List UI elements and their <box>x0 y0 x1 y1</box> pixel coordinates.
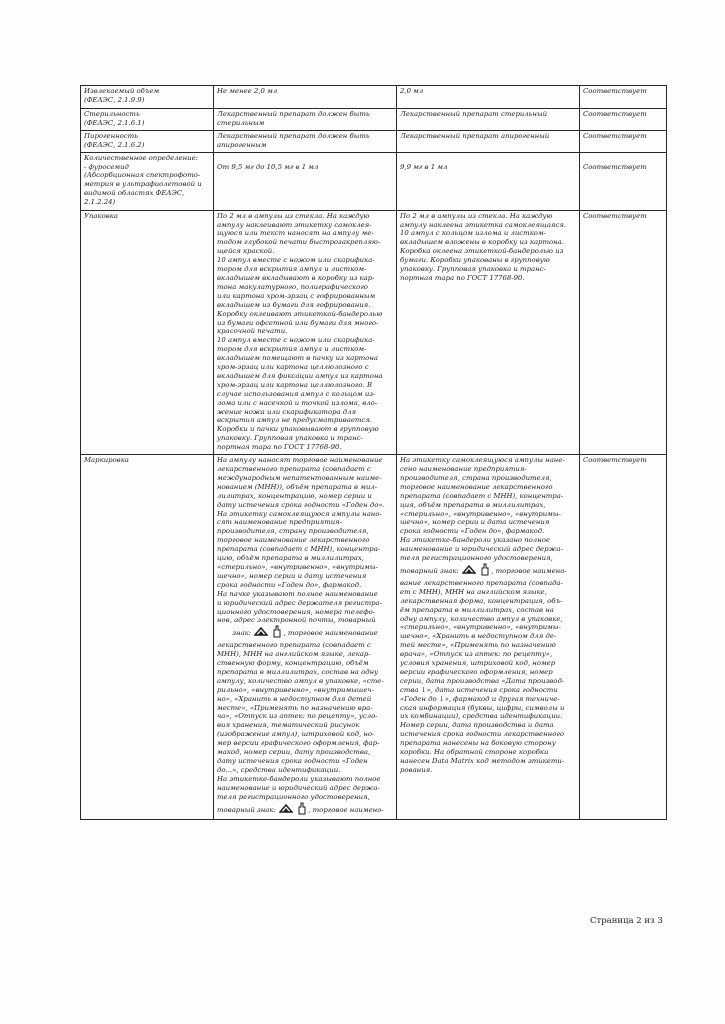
trademark-label: знак: <box>232 629 252 638</box>
trademark-tail: , торговое наимено- <box>491 566 567 575</box>
text-line: вкладышем вкладывают в коробку из кар- <box>217 273 375 282</box>
text-line: лилитрах, концентрацию, номер серии и <box>217 491 372 500</box>
page-number: Страница 2 из 3 <box>590 916 663 926</box>
text-line: тей месте», «Применять по назначению <box>400 641 556 650</box>
text-line: вкладышем помещают в пачку из картона <box>217 354 378 363</box>
result-text: Лекарственный препарат стерильный <box>400 110 548 118</box>
text-line: до...», средства идентификации. <box>217 765 341 774</box>
trademark-logo-icon <box>279 803 293 817</box>
text-line: 10 ампул с кольцом излома и листком- <box>400 229 546 238</box>
text-line: но», «Хранить в недоступном для детей <box>217 694 372 703</box>
text-line: упаковку. Групповая упаковка и транс- <box>400 265 546 274</box>
text-line: производителя, страну производителя, <box>217 527 369 536</box>
conclusion-cell <box>580 130 667 152</box>
text-line: лекарственная форма, концентрация, объ- <box>400 596 563 605</box>
text-line: ства ↓», дата истечения срока годности <box>400 685 558 694</box>
text-line: случае использования ампул с кольцом из- <box>217 389 376 398</box>
table-row <box>81 152 667 210</box>
parameter-name: Маркировка <box>84 456 129 465</box>
norm-cell <box>214 109 397 131</box>
trademark-hand-icon <box>480 563 490 579</box>
result-text: 9,9 мг в 1 мл <box>400 162 448 171</box>
parameter-reference: (ФЕАЭС, 2.1.6.1) <box>84 118 145 127</box>
text-line: тодом глубокой печати быстрозакрепляю- <box>217 238 381 247</box>
norm-cell <box>214 455 397 820</box>
norm-text: Не менее 2,0 мл <box>217 87 278 95</box>
text-line: хром-эрзац или картона целлюлозного. В <box>217 380 373 389</box>
text-line: лекарственного препарата (совпадает с <box>217 641 371 650</box>
text-line: тором для вскрытия ампул и листком- <box>217 265 367 274</box>
parameter-line: метрия в ультрафиолетовой и <box>84 180 202 189</box>
parameter-cell <box>81 152 214 210</box>
trademark-logo-icon <box>254 626 268 640</box>
text-line: На этикетку самоклеящуюся ампулы нане- <box>400 456 565 465</box>
text-line: На этикетке-бандероли указано полное <box>400 536 550 545</box>
parameter-name: Упаковка <box>84 211 119 220</box>
text-line: «Годен до ↓», фармакод и другая техниче- <box>400 694 560 703</box>
text-line: Номер серии, дата производства и дата <box>400 721 554 730</box>
text-line: «стерильно», «внутривенно», «внутримы- <box>400 623 561 632</box>
text-line: щейся краской. <box>217 247 275 256</box>
norm-cell <box>214 210 397 454</box>
table-row <box>81 86 667 109</box>
text-line: препарата (совпадает с МНН), концентра- <box>400 491 564 500</box>
table-row <box>81 455 667 820</box>
text-line: 10 ампул вместе с ножом или скарифика- <box>217 336 375 345</box>
text-line: ственную форму, концентрацию, объём <box>217 659 369 668</box>
text-line: торговое наименование лекарственного <box>217 536 370 545</box>
text-line: мер версии графического оформления, фар- <box>217 739 380 748</box>
result-cell <box>397 86 580 109</box>
text-line: На этикетке-бандероли указывают полное <box>217 774 381 783</box>
trademark-hand-icon <box>272 625 282 641</box>
table-row <box>81 210 667 454</box>
text-line: рильно», «внутривенно», «внутримышеч- <box>217 685 375 694</box>
text-line: или картона хром-эрзац с гофрированным <box>217 291 376 300</box>
conclusion-text: Соответствует <box>583 162 647 171</box>
parameter-cell <box>81 455 214 820</box>
text-line: версии графического оформления, номер <box>400 667 553 676</box>
parameter-line: 2.1.2.24) <box>84 198 116 207</box>
parameter-name: Извлекаемый объем <box>84 87 160 95</box>
text-line: «стерильно», «внутривенно», «внутримы- <box>400 509 561 518</box>
conclusion-text: Соответствует <box>583 211 647 220</box>
text-line: истечения срока годности лекарственного <box>400 730 564 739</box>
parameter-name: Количественное определение: <box>84 153 199 162</box>
norm-line: апирогенным <box>217 140 267 149</box>
text-line: МНН), МНН на английском языке, лекар- <box>217 650 371 659</box>
result-cell <box>397 130 580 152</box>
text-line: из бумаги офсетной или бумаги для много- <box>217 318 379 327</box>
norm-cell <box>214 86 397 109</box>
text-line: вкладышем вложены в коробку из картона. <box>400 238 564 247</box>
parameter-reference: (ФЕАЭС, 2.1.9.9) <box>84 95 145 104</box>
text-line: «стерильно», «внутривенно», «внутримы- <box>217 562 378 571</box>
norm-line: Лекарственный препарат должен быть <box>217 131 370 140</box>
text-line: лекарственного препарата (совпадает с <box>217 465 371 473</box>
text-line: макод, номер серии, дату производства, <box>217 748 371 757</box>
parameter-name: Стерильность <box>84 110 140 118</box>
text-line: По 2 мл в ампулы из стекла. На каждую <box>400 211 553 220</box>
text-line: ция, объём препарата в миллилитрах, <box>400 500 546 509</box>
text-line: щуюся или текст наносят на ампулу ме- <box>217 229 374 238</box>
trademark-label: товарный знак: <box>400 566 459 575</box>
parameter-cell <box>81 86 214 109</box>
text-line: портная тара по ГОСТ 17768-90. <box>400 273 525 282</box>
text-line: хром-эрзац или картона целлюлозного с <box>217 363 369 372</box>
text-line: наименование и юридический адрес держа- <box>217 783 380 792</box>
text-line: Коробки и пачки упаковывают в групповую <box>217 425 379 434</box>
text-line: месте», «Применять по назначению вра- <box>217 703 373 712</box>
text-line: торговое наименование лекарственного <box>400 482 553 491</box>
conclusion-cell <box>580 109 667 131</box>
text-line: дату истечения срока годности «Годен до». <box>217 500 385 509</box>
trademark-line <box>400 563 576 579</box>
text-line: препарата нанесены на боковую сторону <box>400 739 556 748</box>
parameter-cell <box>81 210 214 454</box>
result-cell <box>397 109 580 131</box>
text-line: портная тара по ГОСТ 17768-90. <box>217 443 342 452</box>
result-text: 2,0 мл <box>400 87 424 95</box>
text-line: международным непатентованным наиме- <box>217 473 382 482</box>
conclusion-text: Соответствует <box>583 110 647 118</box>
conclusion-cell <box>580 152 667 210</box>
trademark-logo-icon <box>462 564 476 578</box>
text-line: ционного удостоверения, номера телефо- <box>217 607 376 616</box>
text-line: одну ампулу, количество ампул в упаковке, <box>400 614 563 623</box>
text-line: цию, объём препарата в миллилитрах, <box>217 554 364 563</box>
conclusion-cell <box>580 210 667 454</box>
parameter-line: (Абсорбционная спектрофото- <box>84 171 201 180</box>
text-line: теля регистрационного удостоверения, <box>400 554 553 563</box>
text-line: наименование и юридический адрес держа- <box>400 545 563 554</box>
result-text: Лекарственный препарат апирогенный <box>400 131 550 140</box>
parameter-line: - фуросемид <box>84 162 129 171</box>
parameter-name: Пирогенность <box>84 131 138 140</box>
text-line: их комбинации), средства идентификации. <box>400 712 563 721</box>
text-line: бумаги. Коробки упакованы в групповую <box>400 256 550 265</box>
norm-line: стерильным <box>217 118 265 127</box>
text-line: срока годности «Годен до», фармакод. <box>400 527 545 536</box>
trademark-tail: , торговое наимено- <box>308 805 384 814</box>
text-line: вание лекарственного препарата (совпада- <box>400 578 563 587</box>
text-line: жение ножа или скарификатора для <box>217 407 357 416</box>
text-line: шечно», номер серии и дату истечения <box>217 571 367 580</box>
trademark-line <box>217 625 393 641</box>
text-line: На пачке указывают полное наименование <box>217 589 378 598</box>
text-line: шечно», «Хранить в недоступном для де- <box>400 632 557 641</box>
text-line: ампулу наклеивают этикетку самоклея- <box>217 220 372 229</box>
text-line: нованием (МНН)), объём препарата в мил- <box>217 482 378 491</box>
text-line: тором для вскрытия ампул и листком- <box>217 345 367 354</box>
conclusion-cell <box>580 455 667 820</box>
trademark-label: товарный знак: <box>217 805 276 814</box>
text-line: ча», «Отпуск из аптек: по рецепту», усло- <box>217 712 378 721</box>
result-cell <box>397 210 580 454</box>
text-line: вкладышем для фиксации ампул из картона <box>217 371 383 380</box>
text-line: ет с МНН), МНН на английском языке, <box>400 587 547 596</box>
conclusion-text: Соответствует <box>583 456 647 465</box>
text-line: и юридический адрес держателя регистра- <box>217 598 382 607</box>
trademark-line <box>217 802 393 818</box>
norm-cell <box>214 152 397 210</box>
text-line: Коробку оклеивают этикеткой-бандеролью <box>217 309 383 318</box>
text-line: вскрытия ампул не предусматривается. <box>217 416 373 425</box>
text-line: препарата в миллилитрах, состав на одну <box>217 667 379 676</box>
text-line: срока годности «Годен до», фармакод. <box>217 580 362 589</box>
text-line: тона макулатурного, полиграфического <box>217 282 368 291</box>
text-line: упаковку. Групповая упаковка и транс- <box>217 434 363 443</box>
text-line: дату истечения срока годности «Годен <box>217 757 368 765</box>
conclusion-text: Соответствует <box>583 131 647 140</box>
text-line: условия хранения, штриховой код, номер <box>400 659 556 668</box>
trademark-tail: , торговое наименование <box>283 629 378 638</box>
text-line: нанесен Data Matrix код методом этикети- <box>400 757 565 765</box>
text-line: серии, дата производства «Дата производ- <box>400 676 565 685</box>
text-line: сят наименование предприятия- <box>217 518 343 527</box>
table-row <box>81 130 667 152</box>
norm-line: Лекарственный препарат должен быть <box>217 110 370 118</box>
text-line: коробки. На обратной стороне коробки <box>400 748 549 757</box>
parameter-cell <box>81 130 214 152</box>
result-cell <box>397 152 580 210</box>
text-line: вия хранения, тематический рисунок <box>217 721 360 730</box>
parameter-reference: (ФЕАЭС, 2.1.6.2) <box>84 140 145 149</box>
specification-table <box>80 85 667 820</box>
text-line: вкладышем из бумаги для гофрирования. <box>217 300 371 309</box>
norm-cell <box>214 130 397 152</box>
text-line: ампулу наклеена этикетка самоклеящаяся. <box>400 220 567 229</box>
text-line: На этикетку самоклеящуюся ампулы нано- <box>217 509 382 518</box>
text-line: врача», «Отпуск из аптек: по рецепту», <box>400 650 553 659</box>
text-line: производителя, страна производителя, <box>400 473 552 482</box>
text-line: (изображение ампул), штриховой код, но- <box>217 730 375 739</box>
text-line: 10 ампул вместе с ножом или скарифика- <box>217 256 375 265</box>
text-line: рования. <box>400 765 433 774</box>
text-line: На ампулу наносят торговое наименование <box>217 456 383 465</box>
result-cell <box>397 455 580 820</box>
text-line: теля регистрационного удостоверения, <box>217 792 370 801</box>
text-line: красочной печати. <box>217 327 288 336</box>
text-line: ём препарата в миллилитрах, состав на <box>400 605 554 614</box>
table-row <box>81 109 667 131</box>
text-line: ская информация (буквы, цифры, символы и <box>400 703 565 712</box>
text-line: ампулу, количество ампул в упаковке, «сте- <box>217 676 384 685</box>
parameter-line: видимой областях ФЕАЭС, <box>84 189 185 198</box>
conclusion-text: Соответствует <box>583 87 647 95</box>
text-line: препарата (совпадает с МНН), концентра- <box>217 545 381 554</box>
text-line: сено наименование предприятия- <box>400 465 527 473</box>
text-line: Коробка оклеена этикеткой-бандеролью из <box>400 247 564 256</box>
norm-text: От 9,5 мг до 10,5 мг в 1 мл <box>217 162 319 171</box>
parameter-cell <box>81 109 214 131</box>
text-line: лома или с насечкой и точкой излома, вло- <box>217 398 378 407</box>
trademark-hand-icon <box>297 802 307 818</box>
conclusion-cell <box>580 86 667 109</box>
text-line: По 2 мл в ампулы из стекла. На каждую <box>217 211 370 220</box>
text-line: шечно», номер серии и дата истечения <box>400 518 550 527</box>
text-line: нов, адрес электронной почты, товарный <box>217 616 376 625</box>
